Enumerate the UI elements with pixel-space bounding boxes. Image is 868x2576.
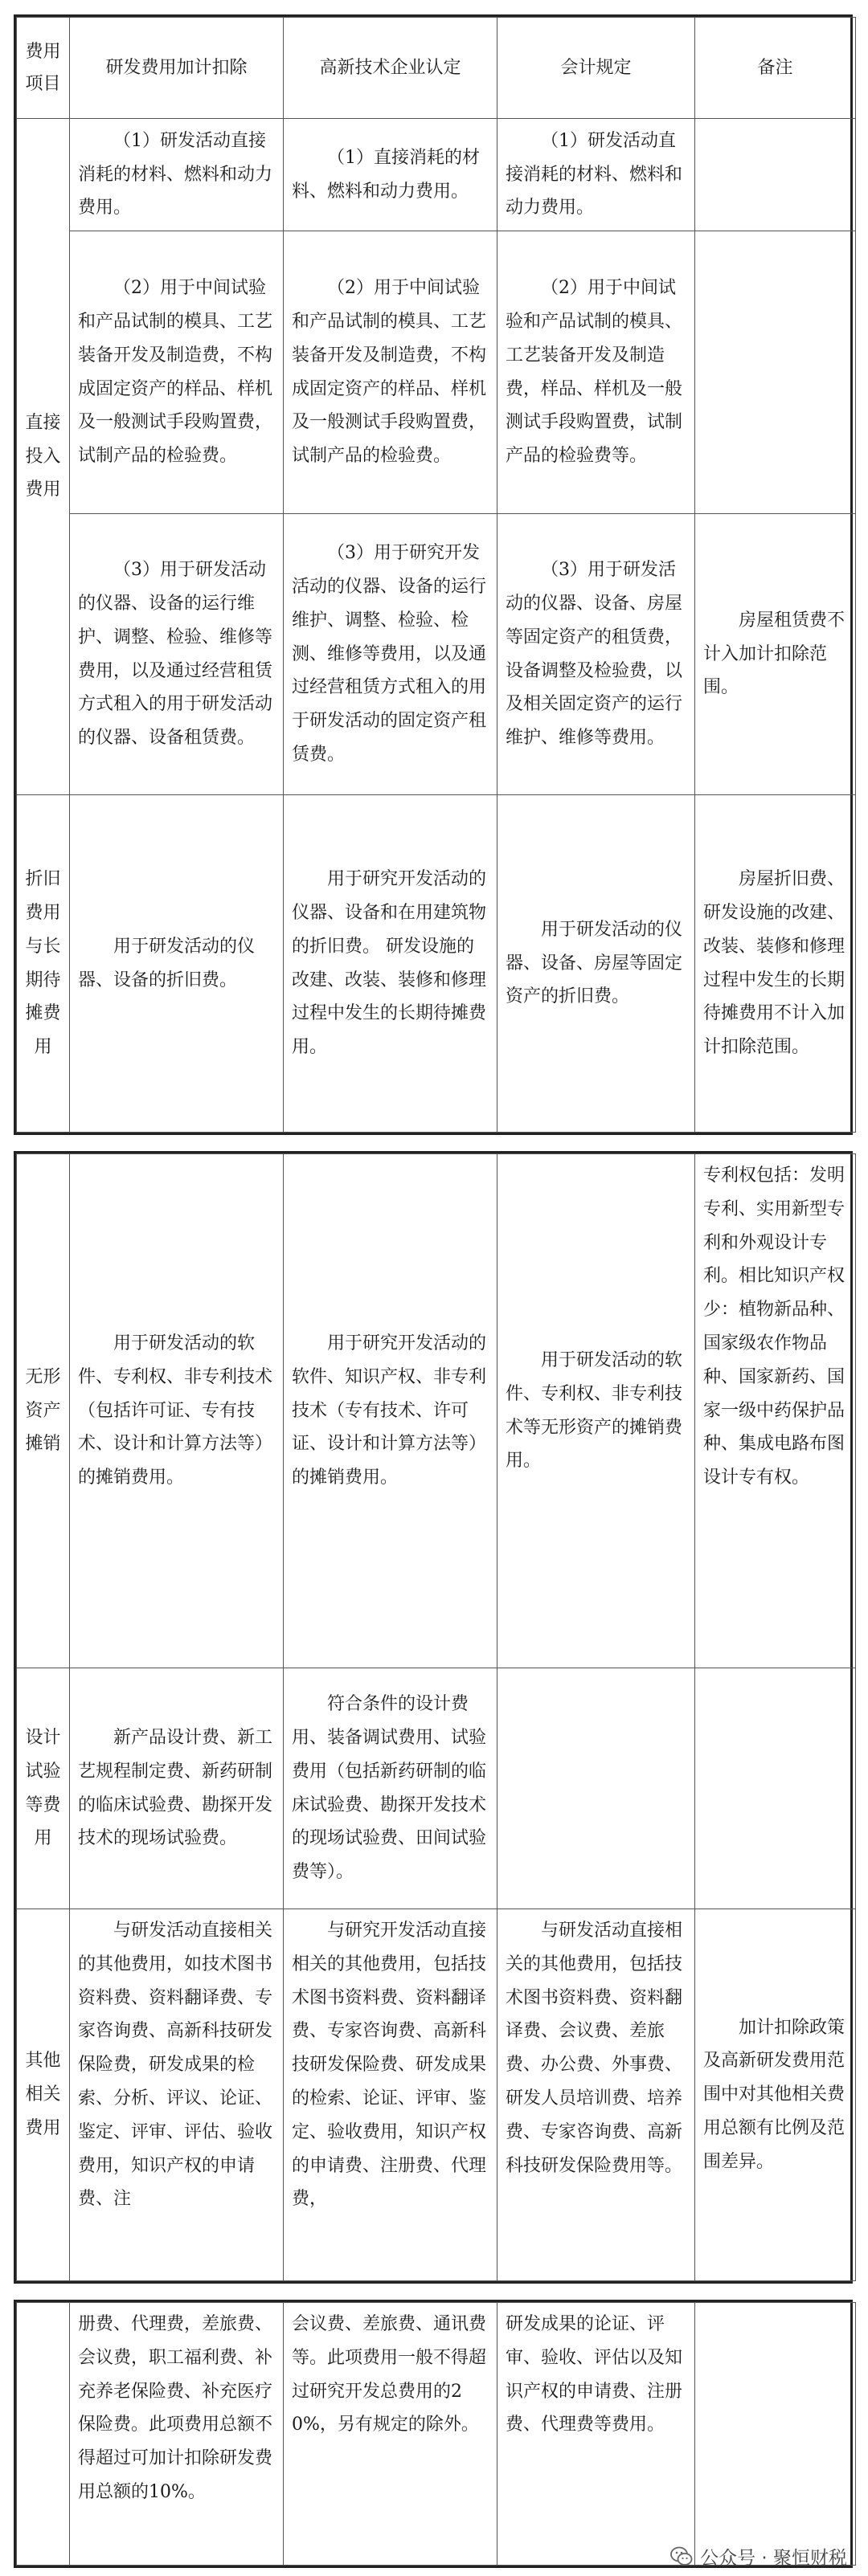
cell-note: 专利权包括：发明专利、实用新型专利和外观设计专利。相比知识产权少：植物新品种、国家级农作物品种、国家新药、国家一级中药保护品种、集成电路布图设计专有权。 — [695, 1154, 856, 1668]
cell-deduction: 用于研发活动的软件、专利权、非专利技术（包括许可证、专有技术、设计和计算方法等）的摊销费用。 — [70, 1154, 284, 1668]
cell-hightech: （1）直接消耗的材料、燃料和动力费用。 — [284, 119, 497, 231]
cell-hightech: 与研究开发活动直接相关的其他费用，包括技术图书资料费、资料翻译费、专家咨询费、高新科技研发保险费、研发成果的检索、论证、评审、鉴定、验收费用，知识产权的申请费、注册费、代理费， — [284, 1909, 497, 2281]
cell-accounting: 用于研发活动的仪器、设备、房屋等固定资产的折旧费。 — [497, 795, 695, 1133]
cell-accounting: （2）用于中间试验和产品试制的模具、工艺装备开发及制造费，样品、样机及一般测试手段购置费，试制产品的检验费等。 — [497, 231, 695, 514]
category-design: 设计试验等费用 — [17, 1668, 70, 1909]
cell-note: 加计扣除政策及高新研发费用范围中对其他相关费用总额有比例及范围差异。 — [695, 1909, 856, 2281]
cell-deduction: 用于研发活动的仪器、设备的折旧费。 — [70, 795, 284, 1133]
header-note: 备注 — [695, 18, 856, 119]
table-row — [17, 1154, 856, 1668]
cell-note — [695, 231, 856, 514]
wechat-icon — [669, 2545, 694, 2569]
header-hightech: 高新技术企业认定 — [284, 18, 497, 119]
cell-note — [695, 1668, 856, 1909]
cell-deduction: 与研发活动直接相关的其他费用，如技术图书资料费、资料翻译费、专家咨询费、高新科技研发保险费，研发成果的检索、分析、评议、论证、鉴定、评审、评估、验收费用，知识产权的申请费、注 — [70, 1909, 284, 2281]
category-other: 其他相关费用 — [17, 1909, 70, 2281]
cell-hightech: （2）用于中间试验和产品试制的模具、工艺装备开发及制造费，不构成固定资产的样品、样机及一般测试手段购置费，试制产品的检验费。 — [284, 231, 497, 514]
table-header-row — [17, 18, 856, 119]
cell-hightech: 符合条件的设计费用、装备调试费用、试验费用（包括新药研制的临床试验费、勘探开发技术的现场试验费、田间试验费等）。 — [284, 1668, 497, 1909]
cell-hightech: （3）用于研究开发活动的仪器、设备的运行维护、调整、检验、检测、维修等费用，以及通过经营租赁方式租入的用于研发活动的固定资产租赁费。 — [284, 514, 497, 795]
table-row — [17, 795, 856, 1133]
cell-deduction: 新产品设计费、新工艺规程制定费、新药研制的临床试验费、勘探开发技术的现场试验费。 — [70, 1668, 284, 1909]
cell-accounting: （3）用于研发活动的仪器、设备、房屋等固定资产的租赁费，设备调整及检验费，以及相关固定资产的运行维护、维修等费用。 — [497, 514, 695, 795]
category-continued — [17, 2303, 70, 2566]
cell-deduction: （3）用于研发活动的仪器、设备的运行维护、调整、检验、维修等费用，以及通过经营租赁方式租入的用于研发活动的仪器、设备租赁费。 — [70, 514, 284, 795]
cell-accounting: （1）研发活动直接消耗的材料、燃料和动力费用。 — [497, 119, 695, 231]
cell-note: 房屋租赁费不计入加计扣除范围。 — [695, 514, 856, 795]
cell-deduction: 册费、代理费，差旅费、会议费，职工福利费、补充养老保险费、补充医疗保险费。此项费用总额不得超过可加计扣除研发费用总额的10%。 — [70, 2303, 284, 2566]
cell-note — [695, 2303, 856, 2566]
cell-accounting — [497, 1668, 695, 1909]
table-row — [17, 1668, 856, 1909]
header-accounting: 会计规定 — [497, 18, 695, 119]
cell-note: 房屋折旧费、研发设施的改建、改装、装修和修理过程中发生的长期待摊费用不计入加计扣除范围。 — [695, 795, 856, 1133]
cell-deduction: （2）用于中间试验和产品试制的模具、工艺装备开发及制造费，不构成固定资产的样品、样机及一般测试手段购置费，试制产品的检验费。 — [70, 231, 284, 514]
category-intangible: 无形资产摊销 — [17, 1154, 70, 1668]
header-category: 费用项目 — [17, 18, 70, 119]
cell-deduction: （1）研发活动直接消耗的材料、燃料和动力费用。 — [70, 119, 284, 231]
table-row — [17, 119, 856, 231]
category-direct-input: 直接投入费用 — [17, 119, 70, 795]
watermark — [669, 2543, 847, 2570]
watermark-text: 公众号 · 聚恒财税 — [700, 2548, 847, 2569]
cell-hightech: 会议费、差旅费、通讯费等。此项费用一般不得超过研究开发总费用的20%，另有规定的除外。 — [284, 2303, 497, 2566]
cell-hightech: 用于研究开发活动的软件、知识产权、非专利技术（专有技术、许可证、设计和计算方法等）的摊销费用。 — [284, 1154, 497, 1668]
table-section-2 — [14, 1151, 853, 2284]
table-section-3 — [14, 2300, 853, 2568]
cell-accounting: 研发成果的论证、评审、验收、评估以及知识产权的申请费、注册费、代理费等费用。 — [497, 2303, 695, 2566]
cell-hightech: 用于研究开发活动的仪器、设备和在用建筑物的折旧费。 研发设施的改建、改装、装修和修理过程中发生的长期待摊费用。 — [284, 795, 497, 1133]
table-section-1 — [14, 14, 853, 1135]
table-row — [17, 514, 856, 795]
category-depreciation: 折旧费用与长期待摊费用 — [17, 795, 70, 1133]
cell-accounting: 用于研发活动的软件、专利权、非专利技术等无形资产的摊销费用。 — [497, 1154, 695, 1668]
table-row — [17, 1909, 856, 2281]
table-row — [17, 231, 856, 514]
header-deduction: 研发费用加计扣除 — [70, 18, 284, 119]
cell-accounting: 与研发活动直接相关的其他费用，包括技术图书资料费、资料翻译费、会议费、差旅费、办公费、外事费、研发人员培训费、培养费、专家咨询费、高新科技研发保险费用等。 — [497, 1909, 695, 2281]
table-row — [17, 2303, 856, 2566]
cell-note — [695, 119, 856, 231]
